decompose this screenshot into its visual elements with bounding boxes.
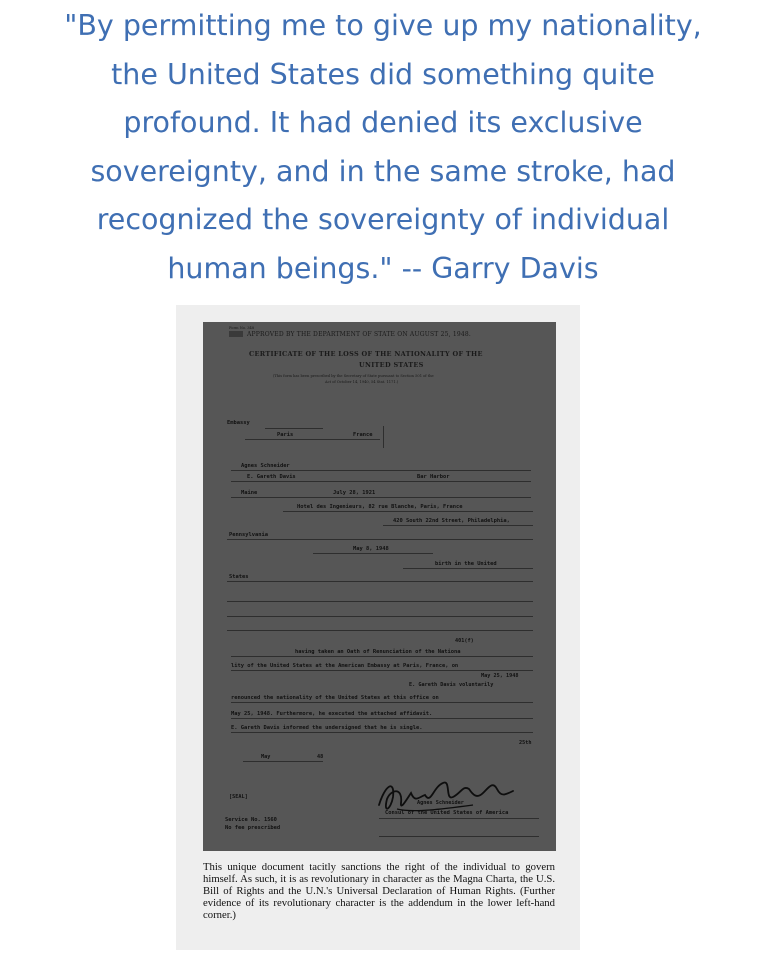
form-line — [283, 511, 533, 512]
form-line — [231, 656, 533, 657]
form-line — [379, 836, 539, 837]
form-line — [231, 732, 533, 733]
form-line — [227, 601, 533, 602]
form-code: Form No. 348 — [229, 326, 255, 330]
form-line — [245, 439, 380, 440]
form-line — [227, 581, 533, 582]
signer-name: Agnes Schneider — [417, 800, 464, 806]
form-line — [231, 481, 531, 482]
quote-line: sovereignty, and in the same stroke, had — [90, 154, 676, 188]
field-evidence-1: E. Gareth Davis voluntarily — [409, 682, 494, 688]
form-line — [243, 761, 323, 762]
field-residence: Hotel des Ingenieurs, 82 rue Blanche, Paris, France — [297, 504, 463, 510]
form-line — [265, 428, 323, 429]
field-paris: Paris — [277, 432, 294, 438]
field-left-us: May 8, 1948 — [353, 546, 389, 552]
form-bracket — [383, 426, 396, 448]
form-line — [231, 497, 531, 498]
form-code-stamp — [229, 331, 243, 337]
field-last-state: Pennsylvania — [229, 532, 268, 538]
form-line — [231, 702, 533, 703]
quote-text — [20, 2, 746, 293]
quote-line: human beings." -- Garry Davis — [167, 251, 599, 285]
seal-label: [SEAL] — [229, 794, 248, 800]
fee-note: No fee prescribed — [225, 825, 281, 831]
subtitle-line: (This form has been prescribed by the Secretary of State pursuant to Section 501 of the — [273, 374, 434, 378]
form-line — [227, 616, 533, 617]
form-line — [227, 630, 533, 631]
quote-line: the United States did something quite — [111, 57, 655, 91]
photo-caption: This unique document tacitly sanctions the right of the individual to govern himself. As such, it is as revolutionary in character as the Magna Charta, the U.S. Bill of Rights and the U.N.'s Universal Declaration of Human Rights. (Further evidence of its revolutionary character is the addendum in the lower left-hand corner.) — [203, 861, 555, 922]
form-line — [231, 718, 533, 719]
field-birthdate: July 28, 1921 — [333, 490, 376, 496]
certificate-document — [203, 322, 556, 851]
field-expatriation-2: lity of the United States at the American Embassy at Paris, France, on — [231, 663, 459, 669]
field-evidence-3: May 25, 1948. Furthermore, he executed the attached affidavit. — [231, 711, 433, 717]
field-acquired-by: birth in the United — [435, 561, 497, 567]
quote-line: "By permitting me to give up my nationality, — [64, 9, 702, 42]
field-states: States — [229, 574, 249, 580]
field-last-address: 420 South 22nd Street, Philadelphia, — [393, 518, 510, 524]
form-line — [227, 539, 533, 540]
field-evidence-4: E. Gareth Davis informed the undersigned that he is single. — [231, 725, 423, 731]
field-state: Maine — [241, 490, 258, 496]
form-line — [313, 553, 433, 554]
field-evidence-2: renounced the nationality of the United States at this office on — [231, 695, 439, 701]
certificate-title: CERTIFICATE OF THE LOSS OF THE NATIONALITY OF THE — [249, 350, 483, 358]
field-section: 401(f) — [455, 638, 474, 644]
service-number: Service No. 1560 — [225, 817, 277, 823]
form-line — [383, 525, 533, 526]
subtitle-line: Act of October 14, 1940, 54 Stat. 1171.) — [325, 380, 399, 384]
field-year: 48 — [317, 754, 324, 760]
field-birthplace: Bar Harbor — [417, 474, 450, 480]
approval-line: APPROVED BY THE DEPARTMENT OF STATE ON AUGUST 25, 1948. — [247, 331, 471, 338]
form-line — [231, 470, 531, 471]
form-line — [231, 670, 533, 671]
field-date: May 25, 1948 — [481, 673, 519, 679]
quote-line: profound. It had denied its exclusive — [123, 106, 643, 139]
form-line — [403, 568, 533, 569]
field-consul-name: Agnes Schneider — [241, 463, 290, 469]
field-name: E. Gareth Davis — [247, 474, 296, 480]
field-day: 25th — [519, 740, 532, 746]
quote-line: recognized the sovereignty of individual — [96, 203, 670, 236]
handwritten-signature — [373, 775, 523, 825]
signer-title: Consul of the United States of America — [385, 810, 509, 816]
certificate-title-2: UNITED STATES — [359, 361, 424, 369]
field-france: France — [353, 432, 373, 438]
field-embassy: Embassy — [227, 420, 250, 426]
field-month: May — [261, 754, 271, 760]
field-expatriation-1: having taken an Oath of Renunciation of the Nationa — [295, 649, 461, 655]
